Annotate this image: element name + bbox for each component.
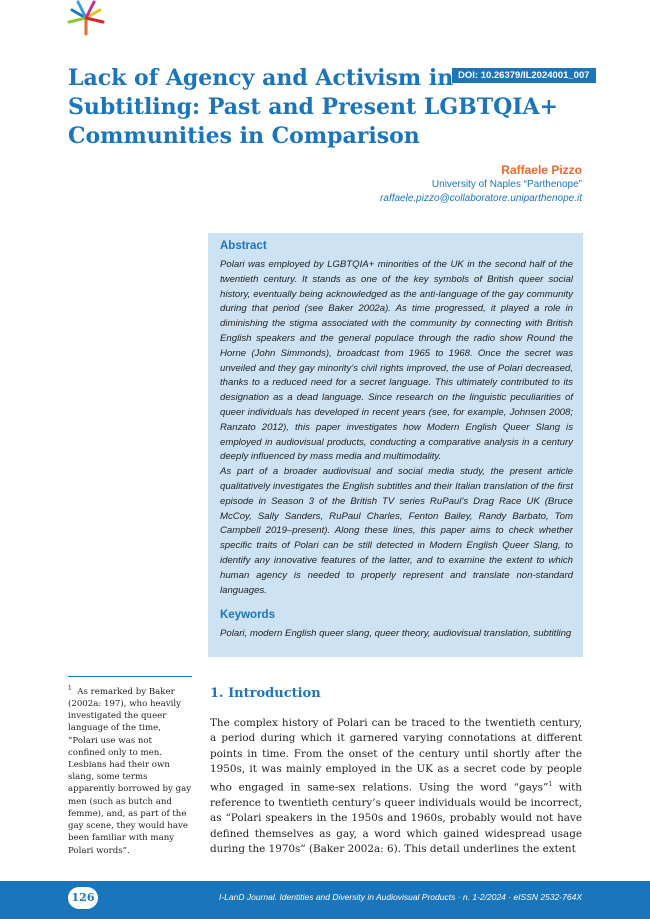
page-number: 126 xyxy=(68,887,98,909)
author-affiliation: University of Naples “Parthenope” xyxy=(431,179,582,190)
abstract-paragraph-1: Polari was employed by LGBTQIA+ minorities of the UK in the second half of the twentieth century. It stands as one of the key symbols of British queer social history, eventually being acknowledged as the anti-language of the gay community during that period (see Baker 2002a). As time progressed, it played a role in diminishing the stigma associated with the community by connecting with British English speakers and the general populace through the radio show Round the Horne (John Simmonds), broadcast from 1965 to 1968. Once the secret was unveiled and they gay minority’s civil rights improved, the use of Polari decreased, thanks to a reduced need for a secret language. This ultimately contributed to its designation as a dead language. Since research on the linguistic peculiarities of queer individuals has developed in recent years (see, for example, Johnsen 2008; Ranzato 2012), this paper investigates how Modern English Queer Slang is employed in audiovisual products, conducting a comparative analysis in a century deeply influenced by mass media and multimodality. xyxy=(220,259,573,463)
body-paragraph xyxy=(210,716,582,857)
footnote-text: As remarked by Baker (2002a: 197), who heavily investigated the queer language of the time, “Polari use was not confined only to men. Lesbians had their own slang, some terms apparently borrowed by gay men (such as butch and femme), and, as part of the gay scene, they would have been familiar with many Polari words”. xyxy=(68,686,192,856)
footnote xyxy=(68,683,192,857)
doi-badge: DOI: 10.26379/IL2024001_007 xyxy=(452,68,596,83)
keywords-heading: Keywords xyxy=(220,609,275,622)
section-heading: 1. Introduction xyxy=(210,686,321,701)
author-block xyxy=(380,162,582,206)
article-title: Lack of Agency and Activism in Subtitling: Past and Present LGBTQIA+ Communities in Comparison xyxy=(68,65,559,149)
author-email[interactable]: raffaele.pizzo@collaboratore.uniparthenope.it xyxy=(380,193,582,204)
abstract-box xyxy=(208,233,583,657)
page-footer xyxy=(0,881,650,919)
journal-logo xyxy=(64,0,108,36)
abstract-heading: Abstract xyxy=(220,240,267,252)
body-text-part-2: with reference to twentieth century’s queer individuals would be incorrect, as “Polari speakers in the 1950s and 1960s, probably would not have defined themselves as gay, a word which gained widespread usage during the 1970s” (Baker 2002a: 6). This detail underlines the extent xyxy=(210,781,582,855)
keywords-text: Polari, modern English queer slang, queer theory, audiovisual translation, subtitling xyxy=(220,628,572,640)
author-name: Raffaele Pizzo xyxy=(501,163,582,177)
abstract-paragraph-2: As part of a broader audiovisual and social media study, the present article qualitatively investigates the English subtitles and their Italian translation of the first episode in Season 3 of the British TV series RuPaul’s Drag Race UK (Bruce McCoy, Sally Sanders, RuPaul Charles, Fenton Bailey, Randy Barbato, Tom Campbell 2019–present). Along these lines, this paper aims to check whether specific traits of Polari can be still detected in Modern English Queer Slang, to identify any innovative features of the latter, and to examine the extent to which human agency is needed to properly represent and translate non-standard languages. xyxy=(220,466,573,596)
footnote-reference[interactable]: 1 xyxy=(548,781,553,789)
body-text-part-1: The complex history of Polari can be traced to the twentieth century, a period during which it garnered varying connotations at different points in time. From the onset of the century until shortly after the 1950s, it was mainly employed in the UK as a secret code by people who engaged in same-sex relations. Using the word “gays” xyxy=(210,717,582,794)
footnote-divider xyxy=(68,676,192,677)
footnote-marker: 1 xyxy=(68,685,72,692)
journal-info: I-LanD Journal. Identities and Diversity in Audiovisual Products · n. 1-2/2024 · eISSN 2532-764X xyxy=(218,892,582,902)
